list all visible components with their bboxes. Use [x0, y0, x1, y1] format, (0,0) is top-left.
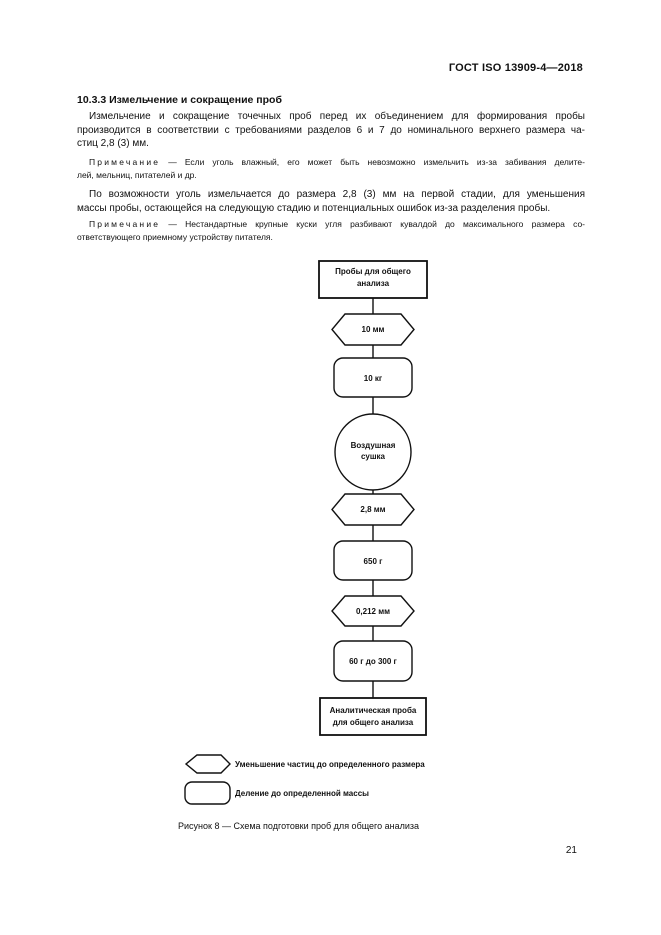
note-2-line: ответствующего приемному устройству питателя. — [77, 231, 273, 242]
paragraph-1-line: производится в соответствии с требованиями разделов 6 и 7 до номинального верхнего размера ча- — [77, 124, 585, 136]
legend-hexagon-icon — [186, 755, 230, 773]
legend-rounded-icon — [185, 782, 230, 804]
step-3-label-line-1: Воздушная — [350, 441, 396, 450]
legend-hexagon-label: Уменьшение частиц до определенного размера — [235, 760, 425, 769]
start-label-line-2: анализа — [356, 279, 390, 288]
end-box — [320, 698, 426, 735]
note-1-label: Примечание — [89, 157, 161, 167]
step-7-label: 60 г до 300 г — [349, 657, 397, 666]
note-1-text: — Если уголь влажный, его может быть невозможно измельчить из-за забивания делите- — [160, 157, 585, 167]
end-label-line-2: для общего анализа — [332, 718, 414, 727]
note-2-label: Примечание — [89, 219, 161, 229]
page-number: 21 — [565, 845, 577, 856]
legend-rounded-label: Деление до определенной массы — [235, 789, 369, 798]
start-label-line-1: Пробы для общего — [335, 267, 411, 276]
step-1-label: 10 мм — [361, 325, 385, 334]
step-5-label: 650 г — [363, 557, 383, 566]
step-6-label: 0,212 мм — [355, 607, 391, 616]
paragraph-2-line: массы пробы, остающейся на следующую стадию и потенциальных ошибок из-за разделения пробы. — [77, 202, 551, 214]
paragraph-1-line: стиц 2,8 (3) мм. — [77, 138, 149, 149]
paragraph-2-line: По возможности уголь измельчается до размера 2,8 (3) мм на первой стадии, для уменьшения — [89, 189, 585, 200]
paragraph-1-line: Измельчение и сокращение точечных проб перед их объединением для формирования пробы — [89, 111, 585, 122]
step-4-label: 2,8 мм — [360, 505, 386, 514]
step-2-label: 10 кг — [363, 374, 383, 383]
end-label-line-1: Аналитическая проба — [329, 706, 417, 715]
step-3-label-line-2: сушка — [360, 452, 386, 461]
note-1-line: лей, мельниц, питателей и др. — [77, 169, 197, 180]
figure-caption: Рисунок 8 — Схема подготовки проб для общего анализа — [178, 821, 420, 831]
section-heading: 10.3.3 Измельчение и сокращение проб — [77, 94, 282, 106]
note-2-text: — Нестандартные крупные куски угля разбивают кувалдой до максимального размера со- — [160, 219, 585, 229]
document-header: ГОСТ ISO 13909-4—2018 — [448, 62, 583, 74]
